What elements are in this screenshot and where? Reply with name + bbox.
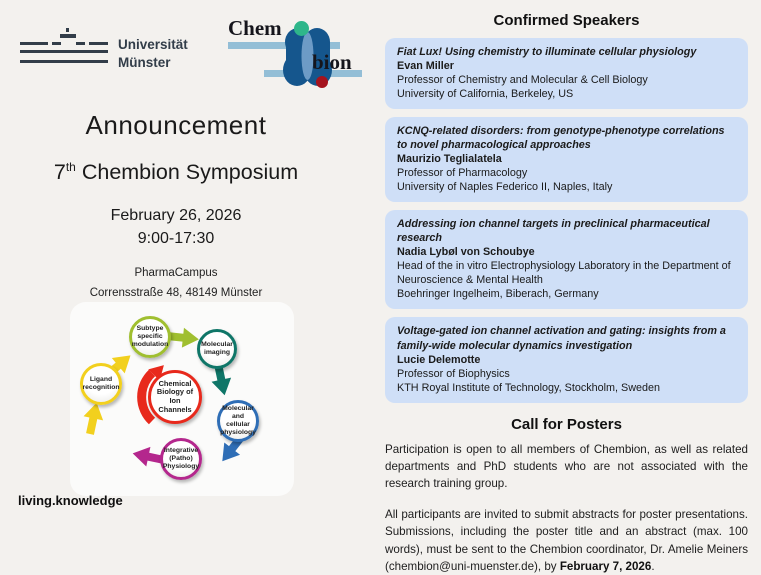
um-logo-line: [20, 50, 108, 53]
um-logo-line: [20, 60, 108, 63]
talk-title: Fiat Lux! Using chemistry to illuminate cellular physiology: [397, 46, 697, 58]
talk-title: KCNQ-related disorders: from genotype-phenotype correlations to novel pharmacological approaches: [397, 125, 725, 152]
diagram-node-molecular-imaging: Molecular imaging: [197, 329, 237, 369]
um-logo-dash: [76, 42, 85, 45]
diagram-node-center: Chemical Biology of Ion Channels: [148, 370, 202, 424]
um-logo-line2: Münster: [118, 54, 171, 70]
event-date: February 26, 2026: [110, 207, 242, 224]
chembion-logo-bion: bion: [312, 50, 352, 74]
posters-paragraph-2-text: All participants are invited to submit abstracts for poster presentations. Submissions, including the poster title and an abstract (max. 100 words), must be sent to the Chembion coordinator, Dr. Amelie Meiners (chembion@uni-muenster.de), by: [385, 507, 748, 573]
speaker-name: Nadia Lybøl von Schoubye: [397, 246, 535, 259]
diagram-node-integrative-patho-physiology: Integrative (Patho) Physiology: [160, 438, 202, 480]
speaker-affiliation: University of Naples Federico II, Naples, Italy: [397, 181, 613, 194]
posters-paragraph-2-period: .: [651, 559, 655, 573]
right-column: [375, 0, 761, 573]
um-logo-dash: [52, 42, 61, 45]
speaker-affiliation: University of California, Berkeley, US: [397, 88, 574, 101]
red-ligand-dot-icon: [316, 76, 328, 88]
posters-paragraph-1: Participation is open to all members of Chembion, as well as related departments and PhD students who are not associated with the research training group.: [385, 442, 748, 491]
um-logo-tick: [66, 28, 69, 32]
um-logo-dash: [20, 42, 48, 45]
submission-deadline: February 7, 2026: [559, 559, 652, 573]
diagram-node-subtype-modulation: Subtype specific modulation: [129, 316, 171, 358]
speaker-name: Maurizio Teglialatela: [397, 153, 502, 166]
um-logo-line1: Universität: [118, 37, 188, 52]
symposium-title: [0, 160, 352, 185]
speaker-role: Professor of Chemistry and Molecular & Cell Biology: [397, 74, 648, 87]
um-logo-wordmark: [118, 36, 188, 72]
living-knowledge-slogan: living.knowledge: [18, 493, 123, 508]
event-address: Corrensstraße 48, 48149 Münster: [89, 287, 263, 299]
universitaet-muenster-logo-icon: [15, 26, 190, 84]
speaker-affiliation: KTH Royal Institute of Technology, Stockholm, Sweden: [397, 381, 661, 394]
speaker-name: Lucie Delemotte: [397, 353, 481, 366]
um-logo-pedestal: [60, 34, 76, 38]
speaker-card: [385, 210, 748, 309]
cycle-arrow-yellow-up: [80, 401, 106, 436]
diagram-node-ligand-recognition: Ligand recognition: [80, 363, 122, 405]
diagram-node-molecular-cellular-physiology: Molecular and cellular physiology: [217, 400, 259, 442]
speaker-role: Head of the in vitro Electrophysiology Laboratory in the Department of Neuroscience & Mental Health: [397, 260, 731, 287]
posters-paragraph-2: [385, 506, 748, 575]
cycle-arrow-green: [166, 326, 200, 349]
um-logo-dash: [89, 42, 108, 45]
speaker-affiliation: Boehringer Ingelheim, Biberach, Germany: [397, 288, 599, 301]
talk-title: Voltage-gated ion channel activation and gating: insights from a family-wide molecular dynamics investigation: [397, 325, 726, 352]
confirmed-speakers-heading: Confirmed Speakers: [493, 12, 640, 29]
speaker-card: [385, 317, 748, 402]
speaker-role: Professor of Biophysics: [397, 367, 510, 380]
research-cycle-diagram: [70, 302, 294, 496]
green-ligand-dot-icon: [294, 21, 309, 36]
symposium-name: Chembion Symposium: [75, 160, 299, 185]
speaker-card: [385, 38, 748, 109]
symposium-number: 7: [53, 160, 66, 185]
event-time: 9:00-17:30: [137, 230, 215, 247]
left-column: [0, 0, 375, 527]
speaker-role: Professor of Pharmacology: [397, 167, 528, 180]
chembion-logo-chem: Chem: [228, 16, 282, 40]
speaker-card: [385, 117, 748, 202]
chembion-logo-icon: [224, 14, 364, 92]
event-venue: PharmaCampus: [134, 267, 218, 279]
page-title: Announcement: [85, 110, 267, 140]
symposium-ordinal: th: [65, 160, 76, 174]
call-for-posters-heading: Call for Posters: [511, 415, 622, 433]
speaker-name: Evan Miller: [397, 60, 455, 73]
talk-title: Addressing ion channel targets in preclinical pharmaceutical research: [397, 218, 710, 245]
